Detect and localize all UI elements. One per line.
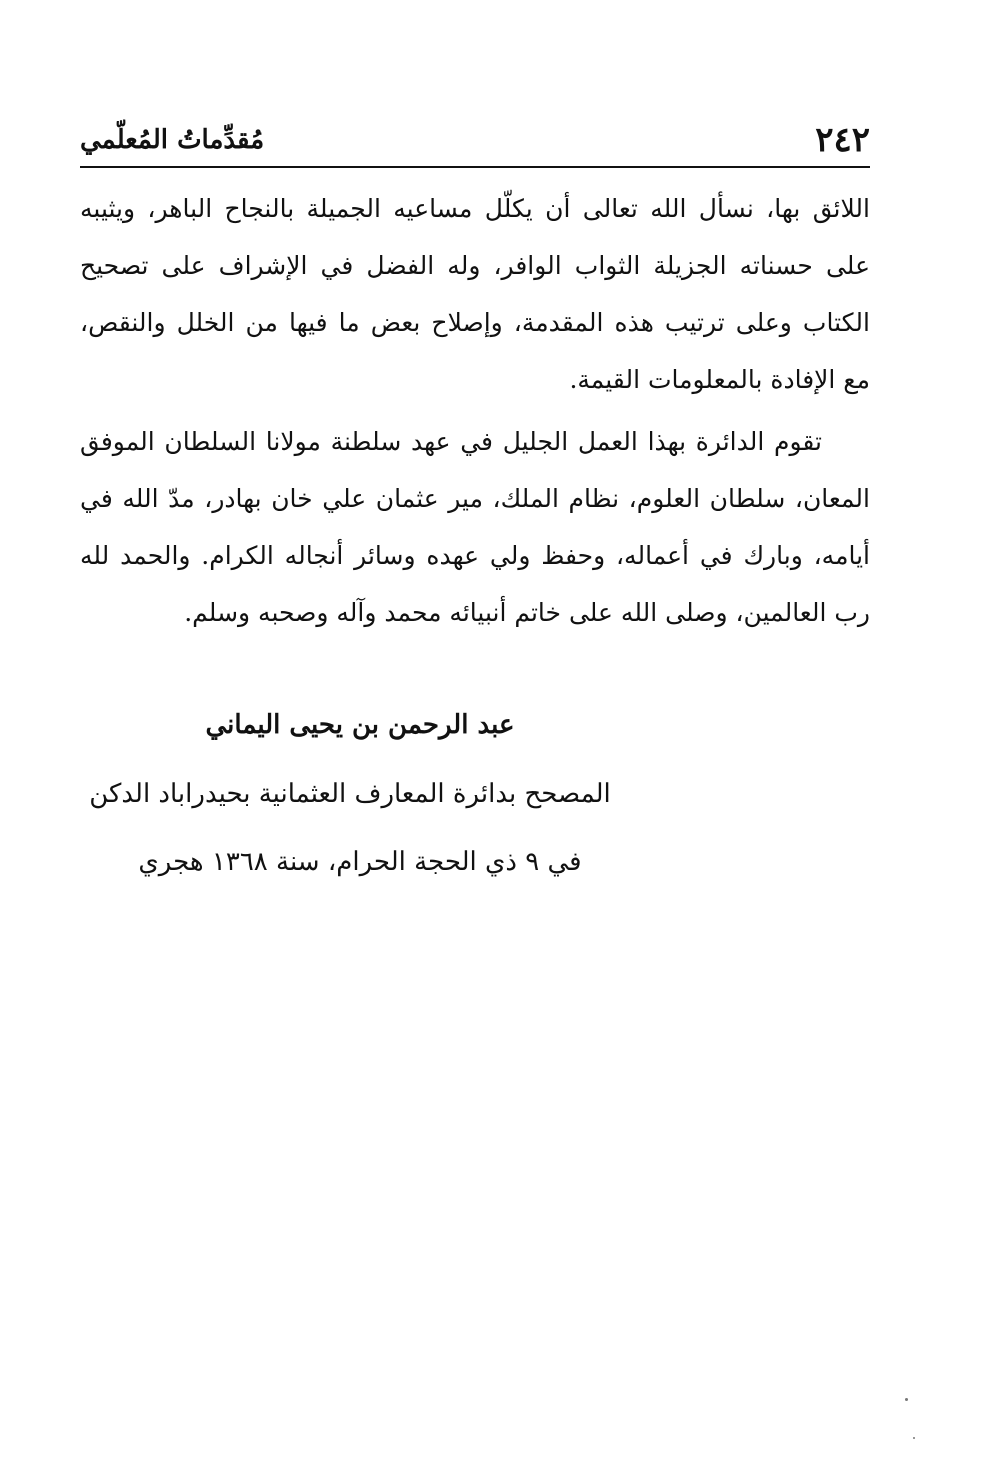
signature-date: في ٩ ذي الحجة الحرام، سنة ١٣٦٨ هجري (138, 847, 582, 877)
paragraph-1: اللائق بها، نسأل الله تعالى أن يكلّل مساعيه الجميلة بالنجاح الباهر، ويثيبه على حسناته الجزيلة الثواب الوافر، وله الفضل في الإشراف على تصحيح الكتاب وعلى ترتيب هذه المقدمة، وإصلاح بعض ما فيها من الخلل والنقص، مع الإفادة بالمعلومات القيمة. (80, 194, 870, 394)
running-title: مُقدِّماتُ المُعلّمي (80, 125, 265, 155)
page-number: ٢٤٢ (815, 120, 870, 160)
signature-role: المصحح بدائرة المعارف العثمانية بحيدراباد الدكن (89, 779, 611, 809)
main-text (80, 180, 870, 641)
page-header (80, 120, 870, 162)
scan-speck (905, 1398, 908, 1401)
paragraph-2: تقوم الدائرة بهذا العمل الجليل في عهد سلطنة مولانا السلطان الموفق المعان، سلطان العلوم، نظام الملك، مير عثمان علي خان بهادر، مدّ الله في أيامه، وبارك في أعماله، وحفظ ولي عهده وسائر أنجاله الكرام. والحمد لله رب العالمين، وصلى الله على خاتم أنبيائه محمد وآله وصحبه وسلم. (80, 427, 870, 627)
header-rule (80, 166, 870, 168)
scan-speck (913, 1437, 915, 1439)
signature-name: عبد الرحمن بن يحيى اليماني (205, 710, 515, 740)
